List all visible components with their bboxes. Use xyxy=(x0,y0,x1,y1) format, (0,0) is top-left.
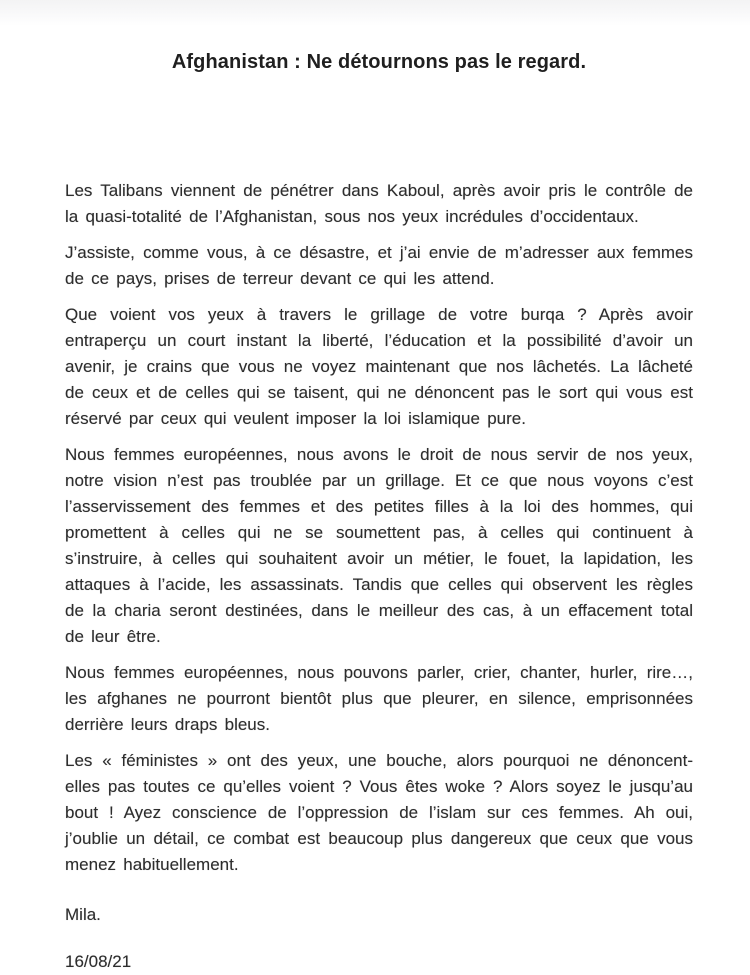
document-body xyxy=(65,178,693,878)
paragraph-4: Nous femmes européennes, nous avons le droit de nous servir de nos yeux, notre vision n’est pas troublée par un grillage. Et ce que nous voyons c’est l’asservissement des femmes et des petites filles à la loi des hommes, qui promettent à celles qui ne se soumettent pas, à celles qui continuent à s’instruire, à celles qui souhaitent avoir un métier, le fouet, la lapidation, les attaques à l’acide, les assassinats. Tandis que celles qui observent les règles de la charia seront destinées, dans le meilleur des cas, à un effacement total de leur être. xyxy=(65,445,693,646)
paragraph-5: Nous femmes européennes, nous pouvons parler, crier, chanter, hurler, rire…, les afghanes ne pourront bientôt plus que pleurer, en silence, emprisonnées derrière leurs draps bleus. xyxy=(65,663,693,734)
paragraph-2: J’assiste, comme vous, à ce désastre, et j’ai envie de m’adresser aux femmes de ce pays, prises de terreur devant ce qui les attend. xyxy=(65,243,693,288)
paragraph-6: Les « féministes » ont des yeux, une bouche, alors pourquoi ne dénoncent-elles pas toutes ce qu’elles voient ? Vous êtes woke ? Alors soyez le jusqu’au bout ! Ayez conscience de l’oppression de l’islam sur ces femmes. Ah oui, j’oublie un détail, ce combat est beaucoup plus dangereux que ceux que vous menez habituellement. xyxy=(65,751,693,874)
document-content xyxy=(65,0,693,975)
document-title: Afghanistan : Ne détournons pas le regard. xyxy=(171,51,587,73)
signature-date: 16/08/21 xyxy=(65,952,132,971)
signature-name: Mila. xyxy=(65,905,101,924)
paragraph-1: Les Talibans viennent de pénétrer dans Kaboul, après avoir pris le contrôle de la quasi-totalité de l’Afghanistan, sous nos yeux incrédules d’occidentaux. xyxy=(65,181,693,226)
paragraph-3: Que voient vos yeux à travers le grillage de votre burqa ? Après avoir entraperçu un court instant la liberté, l’éducation et la possibilité d’avoir un avenir, je crains que vous ne voyez maintenant que nos lâchetés. La lâcheté de ceux et de celles qui se taisent, qui ne dénoncent pas le sort qui vous est réservé par ceux qui veulent imposer la loi islamique pure. xyxy=(65,305,693,428)
signature-block xyxy=(65,902,693,975)
